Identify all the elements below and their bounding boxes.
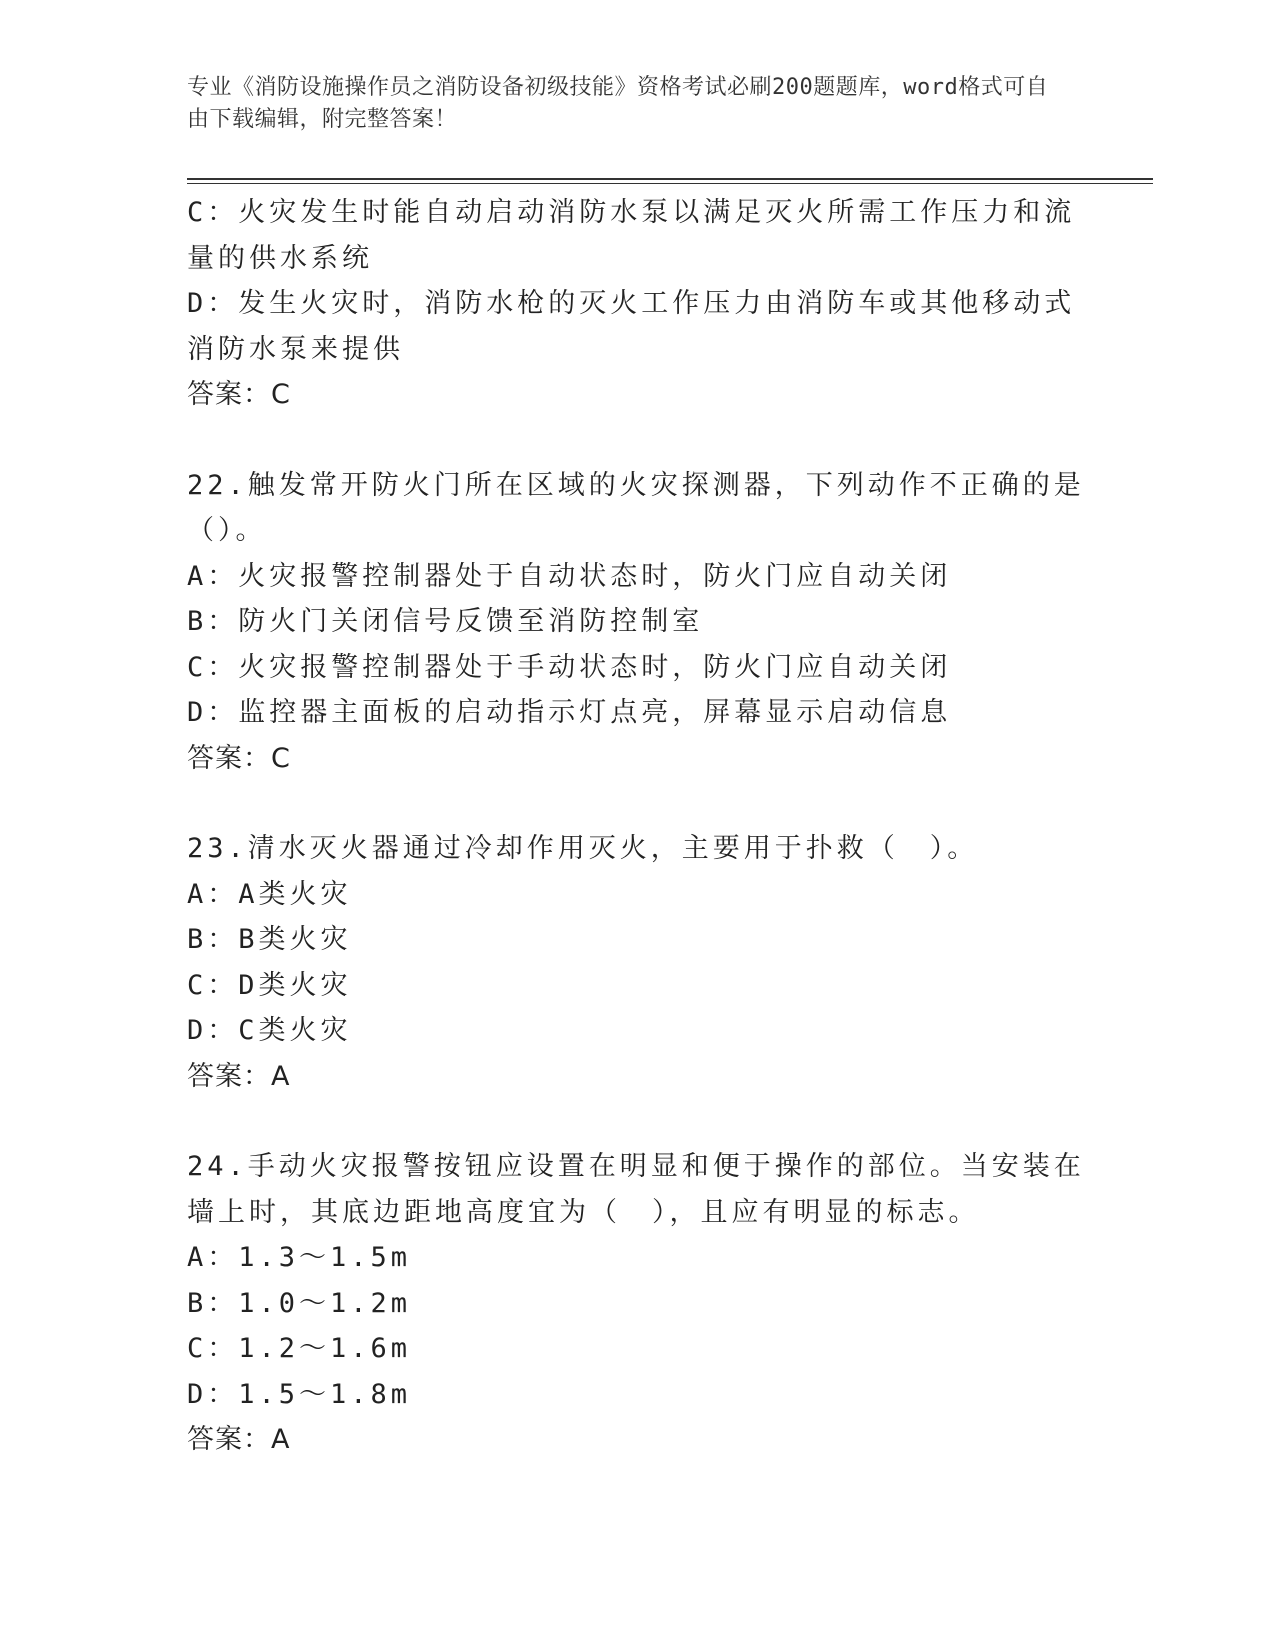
answer: 答案：A: [187, 1424, 291, 1455]
option-b: B：1.0～1.2m: [187, 1287, 412, 1319]
answer: 答案：C: [187, 379, 291, 410]
option-a: A：1.3～1.5m: [187, 1242, 412, 1273]
question-continued: [187, 190, 1087, 418]
header-rule: [187, 178, 1153, 180]
question-22: [187, 463, 1087, 782]
option-c: C：火灾报警控制器处于手动状态时，防火门应自动关闭: [187, 651, 952, 683]
option-c: C：1.2～1.6m: [187, 1333, 412, 1364]
option-c: C：D类火灾: [187, 969, 352, 1001]
option-a: A：A类火灾: [187, 878, 352, 910]
question-stem: 24.手动火灾报警按钮应设置在明显和便于操作的部位。当安装在墙上时，其底边距地高度宜为（ ），且应有明显的标志。: [187, 1151, 1085, 1228]
question-24: [187, 1144, 1087, 1463]
option-a: A：火灾报警控制器处于自动状态时，防火门应自动关闭: [187, 560, 952, 592]
question-stem: 22.触发常开防火门所在区域的火灾探测器，下列动作不正确的是（）。: [187, 469, 1085, 546]
option-d: D：C类火灾: [187, 1015, 352, 1046]
option-d: D：发生火灾时，消防水枪的灭火工作压力由消防车或其他移动式消防水泵来提供: [187, 288, 1076, 365]
header-rule-secondary: [187, 183, 1153, 184]
option-d: D：1.5～1.8m: [187, 1378, 412, 1410]
option-c: C：火灾发生时能自动启动消防水泵以满足灭火所需工作压力和流量的供水系统: [187, 197, 1076, 274]
option-d: D：监控器主面板的启动指示灯点亮，屏幕显示启动信息: [187, 697, 952, 728]
question-stem: 23.清水灭火器通过冷却作用灭火，主要用于扑救（ ）。: [187, 833, 979, 864]
option-b: B：防火门关闭信号反馈至消防控制室: [187, 606, 704, 637]
answer: 答案：A: [187, 1060, 291, 1092]
answer: 答案：C: [187, 742, 291, 774]
question-list: [187, 190, 1087, 1463]
question-23: [187, 826, 1087, 1099]
document-header: 专业《消防设施操作员之消防设备初级技能》资格考试必刷200题题库，word格式可自由下载编辑，附完整答案！: [187, 75, 1049, 132]
option-b: B：B类火灾: [187, 924, 352, 955]
